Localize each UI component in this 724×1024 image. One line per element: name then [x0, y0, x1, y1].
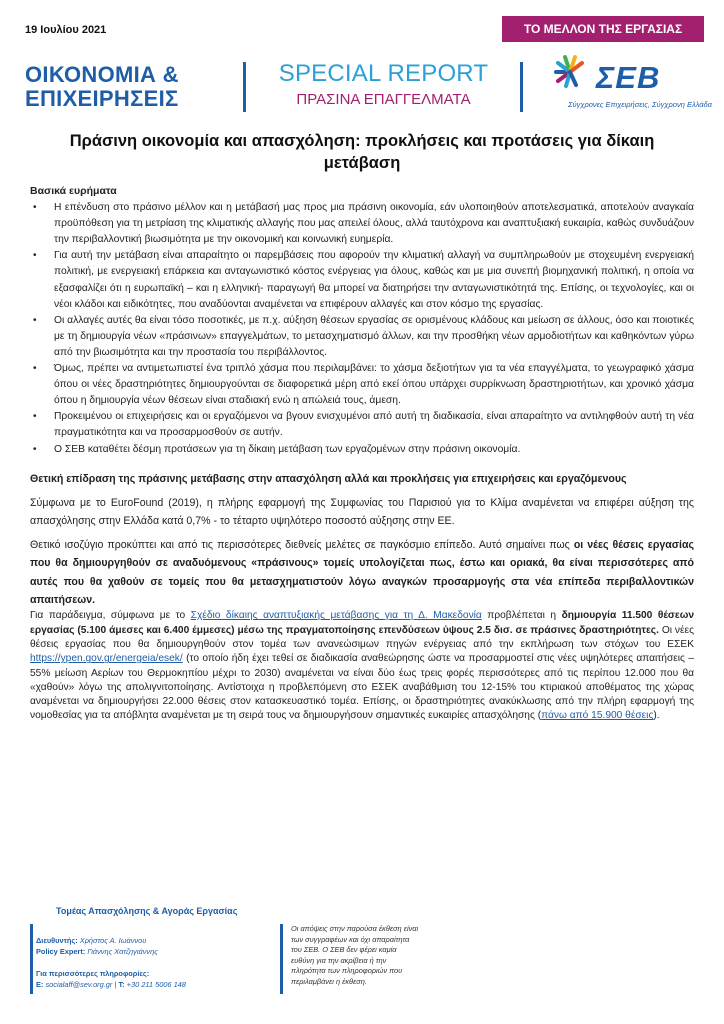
impact-paragraph-3 [30, 609, 694, 723]
finding-item: • Προκειμένου οι επιχειρήσεις και οι εργαζόμενοι να βγουν ενισχυμένοι από αυτή τη διαδικασία, είναι απαραίτητο να αντιληφθούν αυτή τη νέα πραγματικότητα και να προσαρμοσθούν σε αυτήν. [30, 409, 694, 441]
policy-line [36, 946, 158, 957]
header-divider-left [243, 62, 246, 112]
phone-label: T: [118, 980, 125, 989]
footer-contacts [36, 935, 158, 957]
phone-number: +30 211 5006 148 [126, 980, 186, 989]
esek-link[interactable]: https://ypen.gov.gr/energeia/esek/ [30, 653, 183, 665]
sev-tagline: Σύγχρονες Επιχειρήσεις, Σύγχρονη Ελλάδα [568, 100, 712, 109]
impact-paragraph-1: Σύμφωνα με το EuroFound (2019), η πλήρης εφαρμογή της Συμφωνίας του Παρισιού για το Κλίμα αναμένεται να επιφέρει αύξηση της απασχόλησης στην Ελλάδα κατά 0,7% - το τέταρτο υψηλότερο ποσοστό αύξησης στην ΕΕ. [30, 496, 694, 527]
sev-logo-text: ΣΕΒ [596, 60, 661, 95]
brand-line-2: ΕΠΙΧΕΙΡΗΣΕΙΣ [25, 86, 179, 111]
impact-paragraph-2 [30, 536, 694, 609]
footer-divider-left [30, 924, 33, 994]
impact-p3-text-c: Οι νέες θέσεις εργασίας που θα δημιουργηθούν στον τομέα των ανανεώσιμων πηγών ενέργειας από την εκπλήρωση των στόχων του ΕΣΕΚ [30, 624, 695, 650]
disclaimer: Οι απόψεις στην παρούσα έκθεση είναι των συγγραφέων και όχι απαραίτητα του ΣΕΒ. Ο ΣΕΒ δεν φέρει καμία ευθύνη για την ακρίβεια ή την πληρότητα των πληροφοριών που περιλαμβάνει η έκθεση. [291, 924, 419, 986]
special-report-title: SPECIAL REPORT [278, 60, 489, 87]
director-name: Χρήστος Α. Ιωάννου [79, 936, 147, 945]
contact-line [36, 979, 186, 990]
finding-item: • Η επένδυση στο πράσινο μέλλον και η μετάβασή μας προς μια πράσινη οικονομία, εάν υλοποιηθούν αποτελεσματικά, αποτελούν αναγκαία προϋπόθεση για τη μετρίαση της κλιματικής αλλαγής που μας απειλεί όλους, αλλά ταυτόχρονα και αναπτυξιακή ευκαιρία, καθώς συνδυάζουν την περιβαλλοντική βιωσιμότητα με την οικονομική και κοινωνική ευημερία. [30, 200, 694, 248]
brand-title [25, 63, 179, 111]
contact-separator: | [114, 980, 117, 989]
info-label: Για περισσότερες πληροφορίες: [36, 969, 150, 978]
brand-line-1: ΟΙΚΟΝΟΜΙΑ & [25, 62, 179, 87]
impact-p3-bold: δημιουργία 11.500 θέσεων εργασίας (5.100 άμεσες και 6.400 έμμεσες) μέσω της πραγματοποίησης επενδύσεων ύψους 2.5 δισ. σε πράσινες δραστηριότητες. [30, 610, 695, 636]
findings-list [30, 200, 694, 458]
finding-item: • Όμως, πρέπει να αντιμετωπιστεί ένα τριπλό χάσμα που περιλαμβάνει: το χάσμα δεξιοτήτων για τα νέα επαγγέλματα, το γεωγραφικό χάσμα όπου οι νέες δραστηριότητες δημιουργούνται σε διαφορετικά μέρη από εκεί όπου υπάρχει συρρίκνωση δραστηριοτήτων, και χρονικό χάσμα όπου η δημιουργία νέων θέσεων είναι σταδιακή ενώ η απώλειά τους, άμεση. [30, 361, 694, 409]
section-badge: ΤΟ ΜΕΛΛΟΝ ΤΗΣ ΕΡΓΑΣΙΑΣ [502, 16, 704, 42]
impact-p2-text: Θετικό ισοζύγιο προκύπτει και από τις περισσότερες διεθνείς μελέτες σε παγκόσμιο επίπεδο. Αυτό σημαίνει πως [30, 539, 574, 552]
finding-item: • Οι αλλαγές αυτές θα είναι τόσο ποσοτικές, με π.χ. αύξηση θέσεων εργασίας σε ορισμένους κλάδους και μείωση σε άλλους, όσο και ποιοτικές με τη δημιουργία νέων «πράσινων» επαγγελμάτων, το μετασχηματισμό άλλων, και την προσθήκη νέων αρμοδιοτήτων και καθηκόντων γύρω από την βιωσιμότητα και την προστασία του περιβάλλοντος. [30, 313, 694, 361]
email-label: E: [36, 980, 44, 989]
macedonia-plan-link[interactable]: Σχέδιο δίκαιης αναπτυξιακής μετάβασης για τη Δ. Μακεδονία [190, 610, 482, 622]
email-link[interactable]: socialaff@sev.org.gr [45, 980, 113, 989]
impact-p3-text-e: ). [653, 710, 660, 722]
policy-label: Policy Expert: [36, 947, 86, 956]
finding-item: • Για αυτή την μετάβαση είναι απαραίτητο οι παρεμβάσεις που αφορούν την κλιματική αλλαγή να συμπληρωθούν με στοχευμένη ενεργειακή πολιτική, με ενεργειακή επάρκεια και ανταγωνιστικό κόστος ενέργειας για όλους, καθώς και με μια συνεπή βιομηχανική πολιτική, η οποία να εξασφαλίζει ότι η ευρωπαϊκή – και η ελληνική- παραγωγή θα μπορεί να διατηρήσει την ανταγωνιστικότητά της. Επίσης, οι τεχνολογίες, και οι νέοι κλάδοι και ειδικότητες, που αναδύονται αναμένεται να επιφέρουν αλλαγές και στον κόσμο της εργασίας. [30, 248, 694, 312]
impact-heading: Θετική επίδραση της πράσινης μετάβασης στην απασχόληση αλλά και προκλήσεις για επιχειρήσεις και εργαζόμενους [30, 472, 627, 485]
director-line [36, 935, 158, 946]
finding-item: • Ο ΣΕΒ καταθέτει δέσμη προτάσεων για τη δίκαιη μετάβαση των εργαζομένων στην πράσινη οικονομία. [30, 442, 694, 458]
report-body [30, 183, 694, 724]
header-divider-right [520, 62, 523, 112]
footer-sector: Τομέας Απασχόλησης & Αγοράς Εργασίας [56, 906, 238, 916]
impact-p3-text-a: Για παράδειγμα, σύμφωνα με το [30, 610, 191, 622]
footer-divider-right [280, 924, 283, 994]
page-title: Πράσινη οικονομία και απασχόληση: προκλήσεις και προτάσεις για δίκαιη μετάβαση [69, 132, 655, 172]
special-report-block [256, 60, 511, 110]
impact-p3-text-d: (το οποίο ήδη έχει τεθεί σε διαδικασία αναθεώρησης ώστε να προσαρμοστεί στις νέες υψηλότερες απαιτήσεις –55% μείωση Αερίων του Θερμοκηπίου μέχρι το 2030) αναμένεται να είναι δύο έως τρεις φορές περισσότερες από τις περίπου 12.000 που θα «χαθούν» λόγω της απολιγνιτοποίησης. Αντίστοιχα η προβλεπόμενη στο ΕΣΕΚ αναβάθμιση του 12-15% του κτιριακού αποθέματος της χώρας αναμένεται να δημιουργήσει 22.000 θέσεις στον κατασκευαστικό τομέα. Επίσης, οι δραστηριότητες ανακύκλωσης από την πλήρη εφαρμογή της νομοθεσίας για τα απόβλητα αναμένεται με τη σειρά τους να δημιουργήσουν σημαντικές ευκαιρίες απασχόλησης ( [30, 653, 694, 722]
findings-heading: Βασικά ευρήματα [30, 185, 117, 197]
impact-p3-text-b: προβλέπεται η [481, 610, 562, 622]
report-date: 19 Ιουλίου 2021 [25, 24, 107, 36]
director-label: Διευθυντής: [36, 936, 78, 945]
special-report-subtitle: ΠΡΑΣΙΝΑ ΕΠΑΓΓΕΛΜΑΤΑ [296, 91, 471, 108]
recycling-jobs-link[interactable]: πάνω από 15.900 θέσεις [541, 710, 654, 722]
policy-name: Γιάννης Χατζηγιάννης [87, 947, 158, 956]
impact-p2-bold: οι νέες θέσεις εργασίας που θα δημιουργηθούν σε αναδυόμενους «πράσινους» τομείς υπολογίζεται πως, έστω και οριακά, θα είναι περισσότερες από αυτές που θα χαθούν σε τομείς που θα μετασχηματιστούν λόγω αναγκών προσαρμογής στα νέα επίπεδα περιβαλλοντικών απαιτήσεων. [30, 539, 694, 607]
footer-info [36, 968, 186, 990]
